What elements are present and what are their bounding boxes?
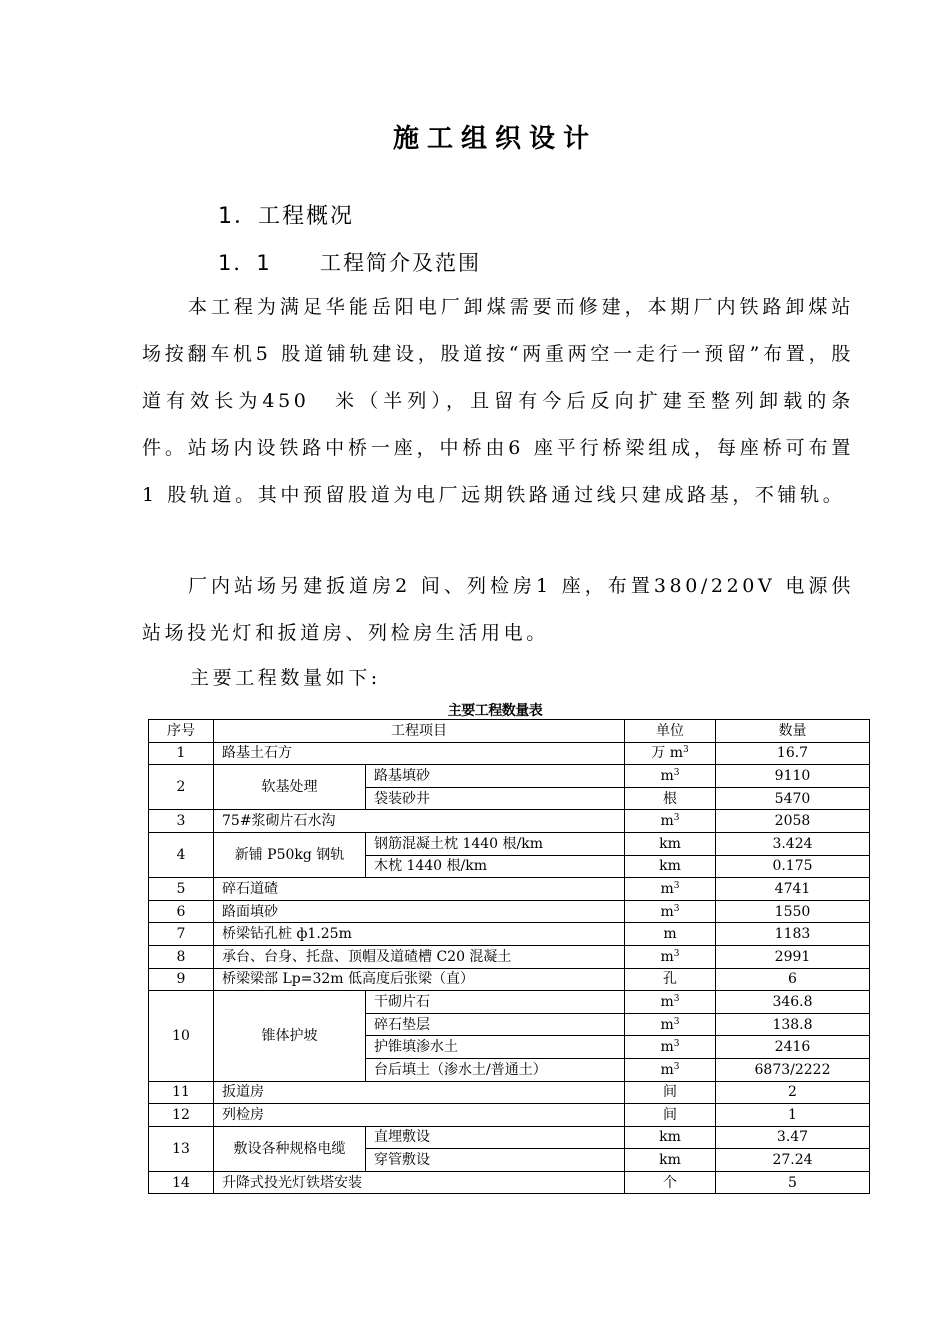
unit-cell <box>625 968 716 991</box>
unit-cell <box>625 1149 716 1172</box>
unit-text: 个 <box>663 1174 677 1191</box>
unit-cell <box>625 878 716 901</box>
unit-text: m <box>663 926 677 943</box>
table-row <box>149 742 870 765</box>
unit-cell <box>625 787 716 810</box>
row-number: 4 <box>149 832 214 877</box>
unit-text: 间 <box>663 1084 677 1101</box>
table-row <box>149 878 870 901</box>
section-heading-1: 1．工程概况 <box>218 204 354 229</box>
unit-text: m <box>660 1039 674 1056</box>
unit-cell <box>625 1081 716 1104</box>
unit-superscript: 3 <box>673 1039 680 1050</box>
header-item: 工程项目 <box>214 720 625 743</box>
section-title: 工程简介及范围 <box>320 251 481 275</box>
sub-item: 钢筋混凝土枕 1440 根/km <box>366 832 625 855</box>
quantity-cell: 3.47 <box>716 1126 870 1149</box>
table-row <box>149 923 870 946</box>
quantity-cell: 2416 <box>716 1036 870 1059</box>
table-row <box>149 900 870 923</box>
sub-item: 干砌片石 <box>366 991 625 1014</box>
unit-text: 孔 <box>663 971 677 988</box>
item-cell: 承台、台身、托盘、顶帽及道碴槽 C20 混凝土 <box>214 945 625 968</box>
row-number: 2 <box>149 765 214 810</box>
unit-superscript: 3 <box>673 903 680 914</box>
unit-cell <box>625 810 716 833</box>
sub-item: 路基填砂 <box>366 765 625 788</box>
unit-cell <box>625 1058 716 1081</box>
unit-text: km <box>659 1152 681 1169</box>
quantity-cell: 2058 <box>716 810 870 833</box>
group-item: 敷设各种规格电缆 <box>214 1126 366 1171</box>
quantity-cell: 1550 <box>716 900 870 923</box>
row-number: 14 <box>149 1171 214 1194</box>
unit-superscript: 3 <box>673 767 680 778</box>
unit-superscript: 3 <box>673 948 680 959</box>
quantity-cell: 27.24 <box>716 1149 870 1172</box>
row-number: 9 <box>149 968 214 991</box>
unit-superscript: 3 <box>673 1016 680 1027</box>
unit-text: km <box>659 835 681 852</box>
unit-cell <box>625 765 716 788</box>
intro-paragraph: 本工程为满足华能岳阳电厂卸煤需要而修建，本期厂内铁路卸煤站场按翻车机5 股道铺轨建设，股道按“两重两空一走行一预留”布置，股道有效长为450 米（半列），且留有今后反向扩建至整列卸载的条件。站场内设铁路中桥一座，中桥由6 座平行桥梁组成，每座桥可布置1 股轨道。其中预留股道为电厂远期铁路通过线只建成路基，不铺轨。 <box>142 296 854 506</box>
item-cell: 路基土石方 <box>214 742 625 765</box>
unit-cell <box>625 832 716 855</box>
unit-superscript: 3 <box>673 813 680 824</box>
document-title: 施工组织设计 <box>392 124 597 154</box>
unit-text: m <box>660 880 674 897</box>
unit-cell <box>625 742 716 765</box>
unit-text: km <box>659 858 681 875</box>
item-cell: 桥梁梁部 Lp=32m 低高度后张梁（直） <box>214 968 625 991</box>
table-caption: 主要工程数量表 <box>447 703 543 719</box>
header-unit: 单位 <box>625 720 716 743</box>
unit-text: km <box>659 1129 681 1146</box>
row-number: 8 <box>149 945 214 968</box>
item-cell: 升降式投光灯铁塔安装 <box>214 1171 625 1194</box>
quantity-cell: 9110 <box>716 765 870 788</box>
unit-text: 根 <box>663 790 677 807</box>
row-number: 5 <box>149 878 214 901</box>
unit-text: m <box>660 903 674 920</box>
sub-item: 袋装砂井 <box>366 787 625 810</box>
table-row <box>149 1104 870 1127</box>
unit-cell <box>625 945 716 968</box>
row-number: 6 <box>149 900 214 923</box>
sub-item: 穿管敷设 <box>366 1149 625 1172</box>
quantity-cell: 5 <box>716 1171 870 1194</box>
group-item: 软基处理 <box>214 765 366 810</box>
header-qty: 数量 <box>716 720 870 743</box>
group-item: 新铺 P50kg 钢轨 <box>214 832 366 877</box>
table-row <box>149 1126 870 1149</box>
quantity-cell: 1183 <box>716 923 870 946</box>
quantity-cell: 138.8 <box>716 1013 870 1036</box>
row-number: 3 <box>149 810 214 833</box>
unit-cell <box>625 991 716 1014</box>
unit-text: m <box>660 1061 674 1078</box>
unit-cell <box>625 1104 716 1127</box>
quantity-cell: 6873/2222 <box>716 1058 870 1081</box>
sub-item: 护锥填渗水土 <box>366 1036 625 1059</box>
group-item: 锥体护坡 <box>214 991 366 1081</box>
table-row <box>149 810 870 833</box>
table-row <box>149 765 870 788</box>
header-no: 序号 <box>149 720 214 743</box>
quantity-cell: 2 <box>716 1081 870 1104</box>
quantity-table <box>148 719 870 1194</box>
item-cell: 路面填砂 <box>214 900 625 923</box>
item-cell: 扳道房 <box>214 1081 625 1104</box>
unit-text: m <box>660 813 674 830</box>
row-number: 1 <box>149 742 214 765</box>
unit-text: 万 m <box>651 745 683 762</box>
table-row <box>149 832 870 855</box>
unit-text: m <box>660 993 674 1010</box>
quantity-cell: 346.8 <box>716 991 870 1014</box>
unit-superscript: 3 <box>673 993 680 1004</box>
quantity-cell: 5470 <box>716 787 870 810</box>
unit-text: m <box>660 1016 674 1033</box>
unit-cell <box>625 1171 716 1194</box>
unit-cell <box>625 900 716 923</box>
sub-item: 台后填土（渗水土/普通土） <box>366 1058 625 1081</box>
row-number: 10 <box>149 991 214 1081</box>
item-cell: 碎石道碴 <box>214 878 625 901</box>
unit-cell <box>625 923 716 946</box>
quantity-cell: 6 <box>716 968 870 991</box>
table-row <box>149 945 870 968</box>
quantity-cell: 1 <box>716 1104 870 1127</box>
unit-superscript: 3 <box>673 880 680 891</box>
item-cell: 桥梁钻孔桩 ф1.25m <box>214 923 625 946</box>
row-number: 11 <box>149 1081 214 1104</box>
facilities-paragraph: 厂内站场另建扳道房2 间、列检房1 座，布置380/220V 电源供站场投光灯和扳道房、列检房生活用电。 <box>142 575 854 644</box>
quantity-cell: 3.424 <box>716 832 870 855</box>
table-row <box>149 1081 870 1104</box>
section-number: 1．1 <box>218 251 272 275</box>
sub-item: 木枕 1440 根/km <box>366 855 625 878</box>
unit-superscript: 3 <box>683 745 689 756</box>
sub-item: 碎石垫层 <box>366 1013 625 1036</box>
unit-cell <box>625 1126 716 1149</box>
table-header-row <box>149 720 870 743</box>
row-number: 13 <box>149 1126 214 1171</box>
unit-text: m <box>660 948 674 965</box>
unit-superscript: 3 <box>673 1061 680 1072</box>
unit-text: 间 <box>663 1106 677 1123</box>
row-number: 7 <box>149 923 214 946</box>
table-row <box>149 1171 870 1194</box>
quantity-cell: 2991 <box>716 945 870 968</box>
table-row <box>149 991 870 1014</box>
quantity-cell: 0.175 <box>716 855 870 878</box>
section-heading-1-1 <box>218 247 481 277</box>
unit-cell <box>625 1013 716 1036</box>
quantity-cell: 4741 <box>716 878 870 901</box>
unit-text: m <box>660 767 674 784</box>
item-cell: 列检房 <box>214 1104 625 1127</box>
unit-cell <box>625 1036 716 1059</box>
unit-cell <box>625 855 716 878</box>
table-row <box>149 968 870 991</box>
row-number: 12 <box>149 1104 214 1127</box>
quantities-lead-in: 主要工程数量如下: <box>190 667 381 689</box>
quantity-cell: 16.7 <box>716 742 870 765</box>
sub-item: 直埋敷设 <box>366 1126 625 1149</box>
item-cell: 75#浆砌片石水沟 <box>214 810 625 833</box>
